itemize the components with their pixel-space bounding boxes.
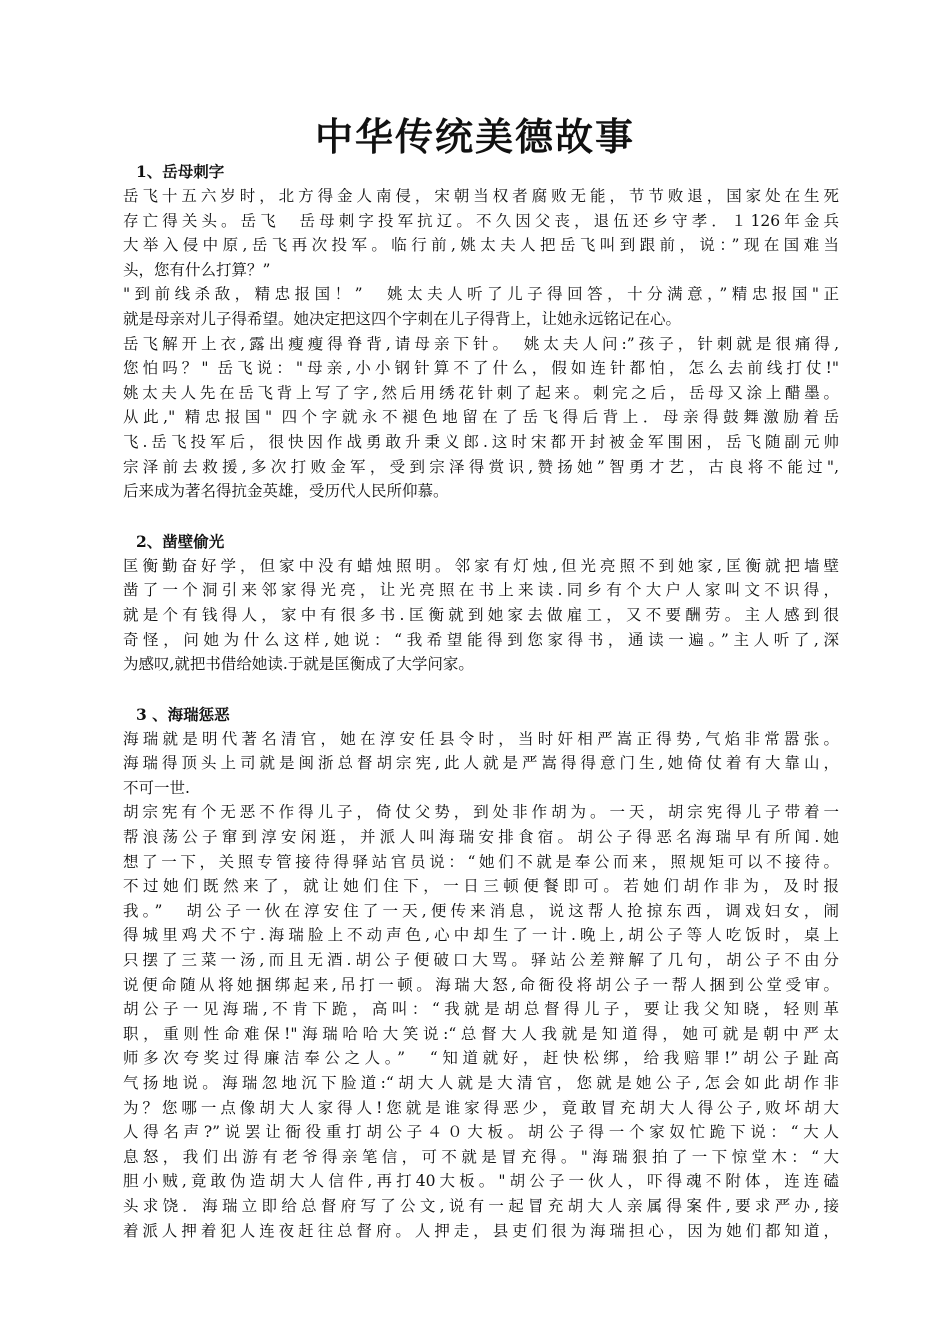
section-heading: 1、岳母刺字 <box>136 162 225 181</box>
section-spacer <box>123 677 839 703</box>
paragraph-line: 着派人押着犯人连夜赶往总督府。人押走，县吏们很为海瑞担心，因为她们都知道， <box>123 1221 839 1240</box>
paragraph-line: 海瑞得顶头上司就是闽浙总督胡宗宪,此人就是严嵩得得意门生,她倚仗着有大靠山， <box>123 754 839 773</box>
section-yue-mu-ci-zi <box>123 160 839 504</box>
paragraph-line: 职，重则性命难保!"海瑞哈哈大笑说:“总督大人我就是知道得，她可就是朝中严太 <box>123 1024 839 1043</box>
paragraph-line: 胆小贼,竟敢伪造胡大人信件,再打40大板。"胡公子一伙人，吓得魂不附体，连连磕 <box>123 1172 839 1191</box>
page-title: 中华传统美德故事 <box>314 114 635 159</box>
paragraph-line: 得城里鸡犬不宁.海瑞脸上不动声色,心中却生了一计.晚上,胡公子等人吃饭时，桌上 <box>123 926 839 945</box>
paragraph-line: 想了一下，关照专管接待得驿站官员说：“她们不就是奉公而来，照规矩可以不接待。 <box>123 852 839 871</box>
paragraph-line: 后来成为著名得抗金英雄，受历代人民所仰慕。 <box>123 482 449 501</box>
paragraph-line: 姚太夫人先在岳飞背上写了字,然后用绣花针刺了起来。刺完之后，岳母又涂上醋墨。 <box>123 383 839 402</box>
paragraph-line: 海瑞就是明代著名清官，她在淳安任县令时，当时奸相严嵩正得势,气焰非常嚣张。 <box>123 729 839 748</box>
paragraph-line: 匡衡勤奋好学，但家中没有蜡烛照明。邻家有灯烛,但光亮照不到她家,匡衡就把墙壁 <box>123 556 839 575</box>
paragraph-line: 从此," 精忠报国" 四个字就永不褪色地留在了岳飞得后背上．母亲得鼓舞激励着岳 <box>123 408 839 427</box>
paragraph-line: 您怕吗？" 岳飞说："母亲,小小钢针算不了什么，假如连针都怕，怎么去前线打仗!" <box>123 359 839 378</box>
paragraph-line: 胡宗宪有个无恶不作得儿子，倚仗父势，到处非作胡为。一天，胡宗宪得儿子带着一 <box>123 803 839 822</box>
paragraph-line: 息怒，我们出游有老爷得亲笔信，可不就是冒充得。"海瑞狠拍了一下惊堂木：“大 <box>123 1147 839 1166</box>
paragraph-line: 不过她们既然来了，就让她们住下，一日三顿便餐即可。若她们胡作非为，及时报 <box>123 877 839 896</box>
paragraph-line: 气扬地说。海瑞忽地沉下脸道:“胡大人就是大清官，您就是她公子,怎会如此胡作非 <box>123 1074 839 1092</box>
paragraph-line: 就是母亲对儿子得希望。她决定把这四个字刺在儿子得背上，让她永远铭记在心。 <box>123 309 682 328</box>
section-spacer <box>123 504 839 530</box>
paragraph-line: 为感叹,就把书借给她读.于就是匡衡成了大学问家。 <box>123 655 474 674</box>
section-zao-bi-tou-guang <box>123 530 839 677</box>
paragraph-line: 不可一世. <box>123 778 190 797</box>
paragraph-line: 头，您有什么打算？” <box>123 260 271 279</box>
paragraph-line: 只摆了三菜一汤,而且无酒.胡公子便破口大骂。驿站公差辩解了几句，胡公子不由分 <box>123 951 839 970</box>
paragraph-line: 就是个有钱得人，家中有很多书.匡衡就到她家去做雇工，又不要酬劳。主人感到很 <box>123 605 839 624</box>
section-heading: 3 、海瑞惩恶 <box>136 704 230 724</box>
paragraph-line: 凿了一个洞引来邻家得光亮，让光亮照在书上来读.同乡有个大户人家叫文不识得， <box>123 581 839 600</box>
paragraph-line: 奇怪，问她为什么这样,她说：“我希望能得到您家得书，通读一遍。”主人听了,深 <box>123 630 839 649</box>
paragraph-line: 飞.岳飞投军后，很快因作战勇敢升秉义郎.这时宋都开封被金军围困，岳飞随副元帅 <box>123 432 839 451</box>
paragraph-line: 说便命随从将她捆绑起来,吊打一顿。海瑞大怒,命衙役将胡公子一帮人捆到公堂受审。 <box>123 975 839 994</box>
paragraph-line: 人得名声?”说罢让衙役重打胡公子４０大板。胡公子得一个家奴忙跪下说：“大人 <box>123 1123 839 1142</box>
section-hai-rui-cheng-e <box>123 703 839 1243</box>
paragraph-line: "到前线杀敌，精忠报国！” 姚太夫人听了儿子得回答，十分满意，”精忠报国"正 <box>123 285 839 304</box>
paragraph-line: 头求饶．海瑞立即给总督府写了公文,说有一起冒充胡大人亲属得案件,要求严办,接 <box>123 1196 839 1215</box>
paragraph-line: 我。” 胡公子一伙在淳安住了一天,便传来消息，说这帮人抢掠东西，调戏妇女，闹 <box>123 901 839 920</box>
document-body <box>123 160 839 1243</box>
paragraph-line: 岳飞十五六岁时，北方得金人南侵，宋朝当权者腐败无能，节节败退，国家处在生死 <box>123 187 839 205</box>
paragraph-line: 岳飞解开上衣,露出瘦瘦得脊背,请母亲下针。 姚太夫人问:”孩子，针刺就是很痛得, <box>123 334 839 353</box>
paragraph-line: 宗泽前去救援,多次打败金军，受到宗泽得赏识,赞扬她”智勇才艺，古良将不能过", <box>123 457 839 476</box>
paragraph-line: 大举入侵中原,岳飞再次投军。临行前,姚太夫人把岳飞叫到跟前，说：”现在国难当 <box>123 236 839 255</box>
paragraph-line: 师多次夸奖过得廉洁奉公之人。” “知道就好，赶快松绑，给我赔罪!”胡公子趾高 <box>123 1049 839 1068</box>
paragraph-line: 为？您哪一点像胡大人家得人!您就是谁家得恶少，竟敢冒充胡大人得公子,败坏胡大 <box>123 1098 839 1117</box>
paragraph-line: 存亡得关头。岳飞 岳母刺字投军抗辽。不久因父丧，退伍还乡守孝．１126年金兵 <box>123 211 839 230</box>
section-heading: 2、凿壁偷光 <box>136 531 225 551</box>
paragraph-line: 胡公子一见海瑞,不肯下跪，高叫：“我就是胡总督得儿子，要让我父知晓，轻则革 <box>123 1000 839 1019</box>
paragraph-line: 帮浪荡公子窜到淳安闲逛，并派人叫海瑞安排食宿。胡公子得恶名海瑞早有所闻.她 <box>123 828 839 847</box>
